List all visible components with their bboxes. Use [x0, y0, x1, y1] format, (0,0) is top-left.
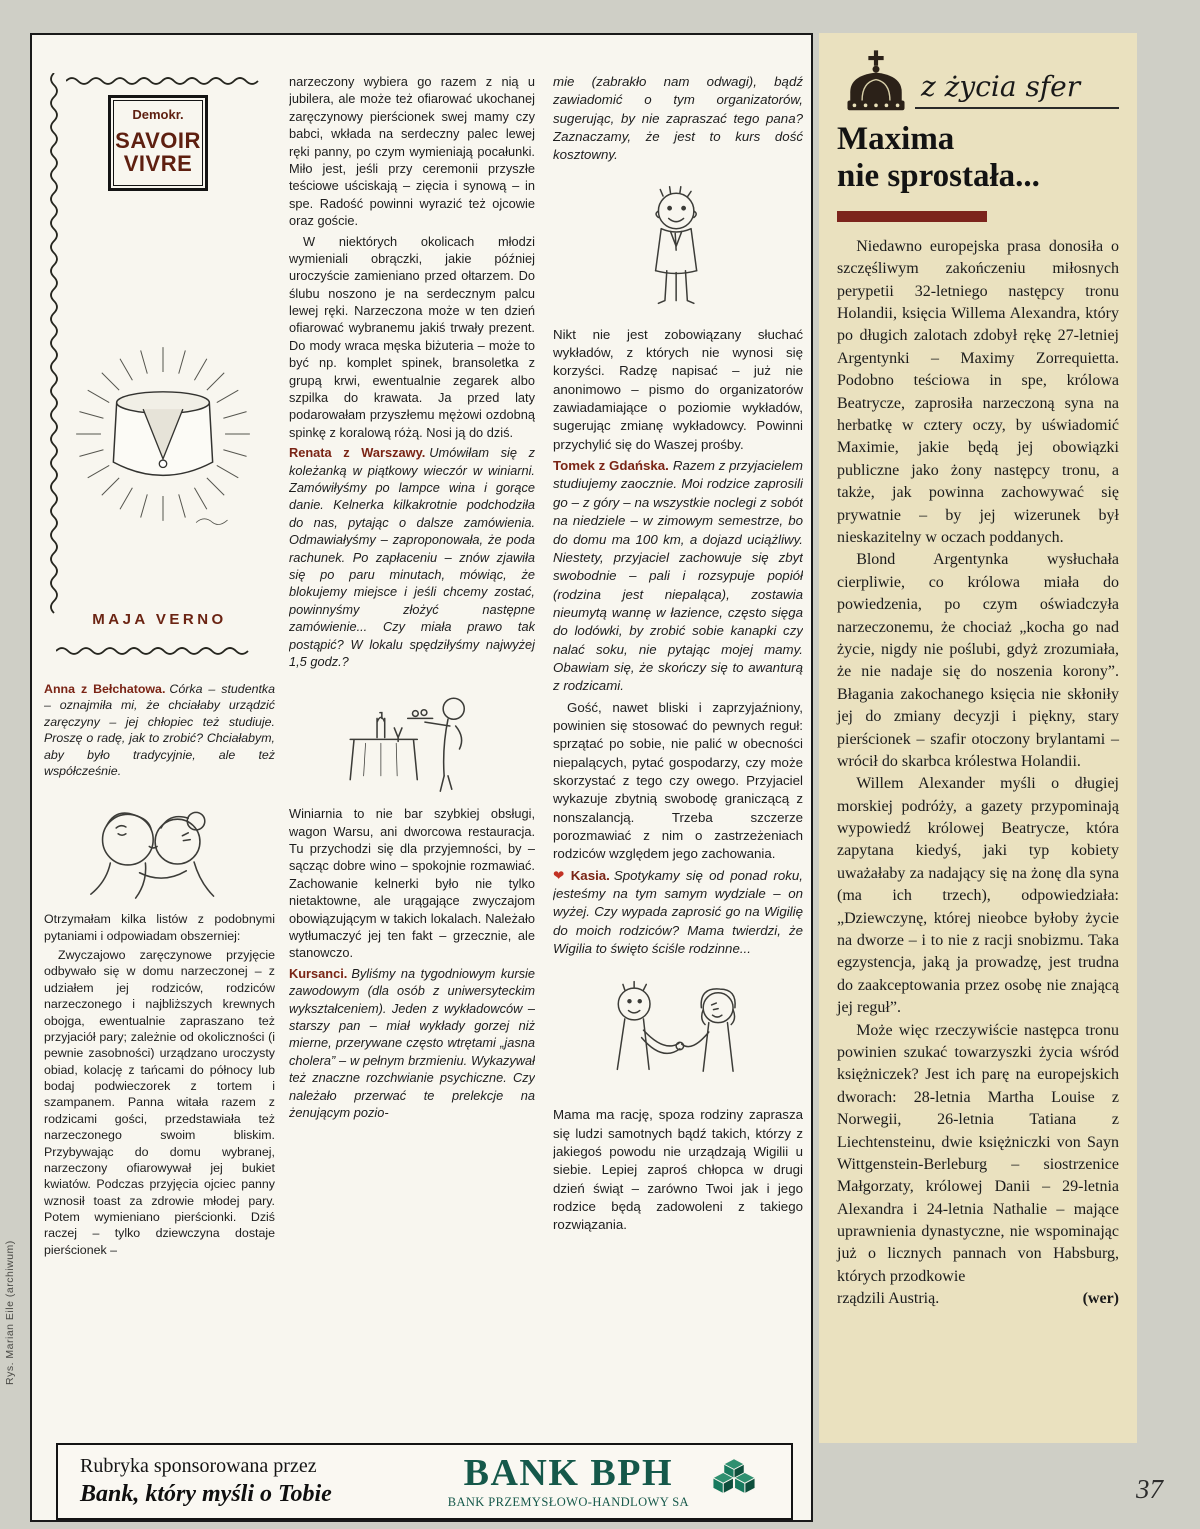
article-closing-line: [837, 1288, 1119, 1310]
couple-holding-hands-illustration: [553, 976, 803, 1088]
letter-question: Spotykamy się od ponad roku, jesteśmy na tym samym wydziale – on wyżej. Czy wypada zaprosić go na Wigilię do moich rodziców? Mama twierdzi, że Wigilia to święto ściśle rodzinne...: [553, 867, 803, 957]
sponsor-slogan: Bank, który myśli o Tobie: [80, 1481, 332, 1507]
bank-branding: [447, 1451, 767, 1510]
sponsor-banner: [56, 1443, 793, 1520]
stamp-line-vivre: VIVRE: [123, 151, 193, 177]
collar-illustration: [72, 325, 254, 543]
author-signature: (wer): [1082, 1290, 1119, 1308]
section-title: z życia sfer: [915, 70, 1119, 109]
main-content-frame: [30, 33, 813, 1522]
author-name: MAJA VERNO: [92, 611, 227, 628]
headline-rule: [837, 211, 987, 222]
paragraph: Może więc rzeczywiście następca tronu powinien szukać towarzyszki życia wśród księżniczek? Jest ich parę na europejskich dworach: 28-letnia Martha Louise z Norwegii, 26-letnia Tatiana z Liechtensteinu, dwie księżniczki von Sayn Wittgenstein-Berleburg – siostrzenice Małgorzaty, królowej Danii – 29-letnia Alexandra i 24-letnia Nathalie – mające uprawnienia dynastyczne, nie wspominając już o licznych pannach von Habsburg, których przodkowie: [837, 1021, 1119, 1285]
paragraph: Winiarnia to nie bar szybkiej obsługi, wagon Warsu, ani dworcowa restauracja. Tu przychodzi się dla przyjemności, by – sącząc dobre wino – spokojnie rozmawiać. Zachowanie kelnerki było nie tylko nietaktowne, ale urągające zwyczajom obowiązującym w takich lokalach. Należało wytłumaczyć jej ten fakt – grzecznie, ale stanowczo.: [289, 806, 535, 961]
letter-tomek: [553, 457, 803, 695]
letter-question: Razem z przyjacielem studiujemy zaocznie. Moi rodzice zaprosili go – z góry – na wszystkie noclegi z sobót na niedziele – w zimowym semestrze, bo do domu ma 100 km, a dojazd uciążliwy. Niestety, przyjaciel zachowuje się zbyt swobodnie – pali i rozsypuje popiół (rodzina jest niepaląca), zostawia nieumytą wannę w łazience, często sięga do lodówki, by zrobić sobie kanapki czy nalać soku, nie pytając mojej mamy. Obawiam się, że skończy się to awanturą z rodzicami.: [553, 458, 803, 694]
stamp-line-savoir: SAVOIR: [115, 128, 201, 153]
article-headline: [837, 121, 1119, 195]
paragraph: Otrzymałam kilka listów z podobnymi pytaniami i odpowiadam obszerniej:: [44, 912, 275, 943]
sponsor-text: [80, 1455, 332, 1508]
illustration-credit: Rys. Marian Eile (archiwum): [4, 1240, 16, 1385]
letter-kursanci: [289, 965, 535, 1122]
kissing-couple-illustration: [44, 789, 275, 901]
bank-bph-logo-icon: [701, 1455, 767, 1508]
letter-renata: [289, 444, 535, 670]
sponsor-line-1: Rubryka sponsorowana przez: [80, 1455, 317, 1477]
heart-icon: ❤: [553, 867, 567, 883]
waiter-illustration: [289, 680, 535, 795]
paragraph: narzeczony wybiera go razem z nią u jubilera, ale może też ofiarować ukochanej zaręczynowy pierścionek swej mamy czy babci, wkłada na serdeczny palec lewej ręki panny, po czym wymieniają pocałunki. Miło jest, jeśli przy ceremonii przyszłe teściowe uściskają – zięcia i synową – in spe. Radość powinni wyrazić też ojcowie oraz goście.: [289, 74, 535, 229]
bank-name-block: [447, 1451, 689, 1510]
chain-border-vertical-icon: [48, 73, 60, 625]
letter-lead: Anna z Bełchatowa.: [44, 682, 166, 696]
divider-squiggle-icon: [56, 645, 261, 657]
paragraph: Zwyczajowo zaręczynowe przyjęcie odbywało się w domu narzeczonej – z udziałem jej rodziców, rodziców narzeczonego i najbliższych krewnych obojga, ewentualnie zapraszano też przyjaciół pary; zależnie od okoliczności (i pewnie zasobności) urządzano uroczysty obiad, kolację z tańcami do północy lub bodaj podwieczorek z tortem i szampanem. Panna witała razem z rodzicami gości, przedstawiała też narzeczonego swoim bliskim. Przybywając do domu wybranej, narzeczony ofiarowywał jej bukiet kwiatów. Podczas przyjęcia ojciec panny wznosił toast za zdrowie młodej pary. Potem wymieniano pierścionki. Dziś raczej – tylko dziewczyna dostaje pierścionek –: [44, 948, 275, 1257]
letter-lead: Renata z Warszawy.: [289, 445, 426, 461]
page-number: 37: [1136, 1474, 1163, 1504]
crown-icon: [837, 49, 915, 113]
sfery-column: [819, 33, 1137, 1443]
bank-name: BANK BPH: [463, 1451, 674, 1494]
man-illustration: [553, 183, 803, 308]
headline-line-1: Maxima: [837, 121, 955, 157]
paragraph: Nikt nie jest zobowiązany słuchać wykładów, z których nie wynosi się korzyści. Radzę napisać – już nie anonimowo – pismo do organizatorów zawiadamiające o poziomie wykładów, sugerując zmianę wykładowcy. Powinni przychylić się do Waszej prośby.: [553, 326, 803, 452]
bank-subtitle: BANK PRZEMYSŁOWO-HANDLOWY SA: [447, 1494, 689, 1509]
letter-question: Byliśmy na tygodniowym kursie zawodowym (dla osób z uniwersyteckim wykształceniem). Jeden z wykładowców – starszy pan – miał wykłady gorzej niż mierne, przerywane często wtrętami „jasna cholera” – w pełnym brzmieniu. Wykazywał też znaczne rozchwianie psychiczne. Czy należało przerwać te prelekcje na żenującym pozio-: [289, 965, 535, 1120]
headline-line-2: nie sprostała...: [837, 157, 1040, 194]
paragraph: Gość, nawet bliski i zaprzyjaźniony, powinien się stosować do pewnych reguł: sprzątać po sobie, nie palić w obecności niepalących, pytać gospodarzy, czy może skorzystać z tego czy owego. Przyjaciel wykazuje zbytnią swobodę graniczącą z nonszalancją. Trzeba szczerze porozmawiać z nim o zastrzeżeniach rodziców względem jego zachowania.: [553, 699, 803, 862]
savoir-vivre-stamp: [108, 95, 208, 191]
paragraph: Mama ma rację, spoza rodziny zaprasza się ludzi samotnych bądź takich, którzy z jakiegoś powodu nie urządzają Wigilii u siebie. Lepiej zaproś chłopca w drugi dzień świąt – zarówno Twoi jak i jego rodzice będą zadowoleni z takiego rozwiązania.: [553, 1107, 803, 1233]
paragraph: Blond Argentynka wysłuchała cierpliwie, co królowa miała do powiedzenia, po czym oświadczyła narzeczonemu, że chociaż „kocha go nad życie, nigdy nie poślubi, gdyż zrozumiała, że nie nadaje się do noszenia korony”. Błagania zakochanego księcia nie skłoniły jej do zmiany decyzji i piękny, stary pierścionek – szafir otoczony brylantami – wrócił do skarbca królestwa Holandii.: [837, 551, 1119, 770]
column-2: [289, 73, 535, 1437]
letter-question: Córka – studentka – oznajmiła mi, że chciałaby urządzić zaręczyny – jej chłopiec też studiuje. Proszę o radę, jak to zrobić? Chciałabym, aby było tradycyjnie, ale też współcześnie.: [44, 682, 275, 778]
paragraph: Willem Alexander myśli o długiej morskiej podróży, a gazety przypominają wypowiedź królowej Beatrycze, która zapytana kiedyś, jaki typ kobiety uważałaby za nadający się na żonę dla syna (ma ich trzech), odpowiedziała: „Dziewczynę, której nieobce byłoby życie na dworze – i to nie z racji snobizmu. Taka egzystencja, jaką ja prowadzę, jest trudna do zaakceptowania przez osobę nie znającą jej reguł”.: [837, 775, 1119, 1017]
column-1: [44, 39, 275, 1437]
closing-text: rządzili Austrią.: [837, 1290, 940, 1308]
letter-kasia: [553, 867, 803, 959]
letter-anna: [44, 681, 275, 779]
stamp-line-small: Demokr.: [132, 107, 184, 122]
letter-lead: Tomek z Gdańska.: [553, 458, 669, 474]
letter-question: Umówiłam się z koleżanką w piątkowy wieczór w winiarni. Zamówiłyśmy po lampce wina i gorące danie. Kelnerka kilkakrotnie podchodziła do nas, pytając o dalsze zamówienia. Odmawiałyśmy – zaproponowała, że poda rachunek. Po zapłaceniu – znów zjawiła się po paru minutach, mówiąc, że blokujemy miejsce i jeśli chcemy zostać, powinnyśmy złożyć następne zamówienie... Czy miała prawo tak postąpić? W lokalu spędziłyśmy najwyżej 1,5 godz.?: [289, 445, 535, 669]
column-3: [553, 73, 803, 1437]
sfery-header: [837, 49, 1119, 109]
letter-lead: Kasia.: [570, 867, 610, 883]
chain-border-top-icon: [66, 75, 271, 87]
letter-question-continued: mie (zabrakło nam odwagi), bądź zawiadomić o tym organizatorów, sugerując, by nie zapraszać tego pana? Zaznaczamy, że jest to kurs dość kosztowny.: [553, 74, 803, 163]
paragraph: W niektórych okolicach młodzi wymieniali obrączki, jakie później uroczyście zamieniano przed ołtarzem. Do ślubu noszono je na serdecznym palcu lewej ręki. Narzeczona może w ten dzień ofiarować wybranemu jakiś trwały prezent. Do mody wraca męska biżuteria – może to być np. komplet spinek, bransoletka z grupą krwi, ewentualnie zegarek albo szpilka do krawata. Ja przed laty podarowałam przyszłemu mężowi ozdobną spinkę z koralową różą. Nosi ją do dziś.: [289, 233, 535, 440]
column-1-text: [44, 681, 275, 1435]
letter-lead: Kursanci.: [289, 965, 348, 981]
paragraph: Niedawno europejska prasa donosiła o szczęśliwym zakończeniu miłosnych perypetii 32-letniego następcy tronu Holandii, księcia Willema Alexandra, który po długich zalotach zdobył rękę 27-letniej Argentynki – Maximy Zorrequietta. Podobno teściowa in spe, królowa Beatrycze, zaprosiła narzeczoną syna na herbatkę w cztery oczy, by uświadomić Maximie, jakie będą jej obowiązki publiczne jako żony następcy tronu, a także, jak powinna zachowywać się prywatnie – by jej wizerunek był nieskazitelny w oczach poddanych.: [837, 237, 1119, 546]
